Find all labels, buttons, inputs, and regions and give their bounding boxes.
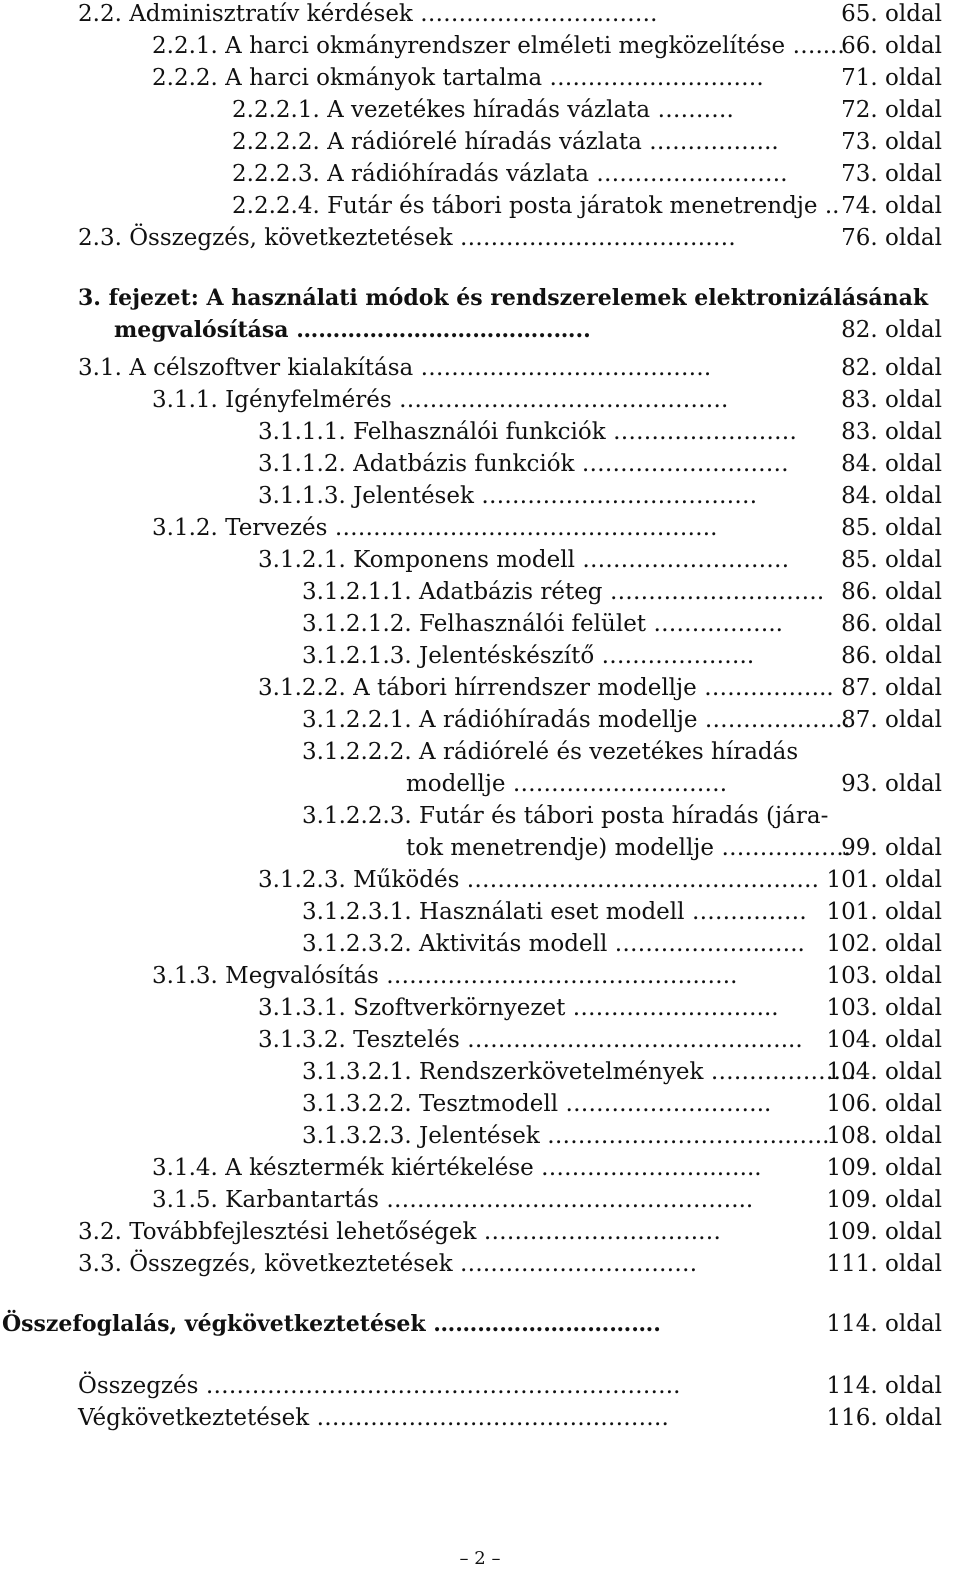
toc-entry-page: 87. oldal (841, 675, 942, 701)
toc-entry-label: 3.1.2. Tervezés ………………………………………….. (152, 515, 718, 541)
toc-entry-label: 3.1.2.2.2. A rádiórelé és vezetékes híradás (302, 739, 799, 765)
toc-entry-page: 73. oldal (841, 161, 942, 187)
toc-entry (0, 1402, 960, 1434)
toc-entry-label: 3.1.3.2.3. Jelentések …………………………..….. (302, 1123, 830, 1149)
toc-entry (0, 0, 960, 30)
toc-entry-label: 3.1.3. Megvalósítás …………………………………..….. (152, 963, 738, 989)
toc-entry-page: 104. oldal (826, 1027, 942, 1053)
toc-entry-label: 3.1.2.3. Működés ………………………………………. (258, 867, 819, 893)
toc-entry (0, 30, 960, 62)
toc-entry (0, 1088, 960, 1120)
toc-entry-page: 109. oldal (826, 1219, 942, 1245)
toc-entry-label: 3.1.3.2. Tesztelés ………………………………..…... (258, 1027, 803, 1053)
toc-entry-page: 114. oldal (826, 1311, 942, 1337)
toc-entry-page: 83. oldal (841, 387, 942, 413)
toc-entry-page: 99. oldal (841, 835, 942, 861)
toc-entry-page: 76. oldal (841, 225, 942, 251)
chapter-heading (0, 314, 960, 346)
toc-entry-label: 3.1.2.1.3. Jelentéskészítő ……………….. (302, 643, 755, 669)
toc-entry-label: 2.2. Adminisztratív kérdések …………………………. (78, 1, 658, 27)
toc-entry-label: 3.1.2.3.1. Használati eset modell …………… (302, 899, 807, 925)
toc-entry (0, 1216, 960, 1248)
toc-entry (0, 800, 960, 832)
toc-entry-page: 85. oldal (841, 515, 942, 541)
toc-entry-page: 84. oldal (841, 483, 942, 509)
toc-entry-label: 2.3. Összegzés, következtetések ……………………………… (78, 225, 736, 251)
toc-entry-label: 3.1.2.1.2. Felhasználói felület …………….. (302, 611, 783, 637)
toc-entry (0, 992, 960, 1024)
toc-entry-page: 66. oldal (841, 33, 942, 59)
toc-entry-page: 86. oldal (841, 611, 942, 637)
toc-entry-label: 3.1.1.1. Felhasználói funkciók …………………… (258, 419, 798, 445)
toc-entry-page: 106. oldal (826, 1091, 942, 1117)
toc-entry-label: 2.2.1. A harci okmányrendszer elméleti megközelítése ….... (152, 33, 845, 59)
toc-entry (0, 126, 960, 158)
toc-entry-page: 102. oldal (826, 931, 942, 957)
toc-entry-label: 3.1.3.1. Szoftverkörnyezet ……………………... (258, 995, 779, 1021)
toc-entry-page: 65. oldal (841, 1, 942, 27)
toc-entry-label: 3.3. Összegzés, következtetések ….……………………… (78, 1251, 698, 1277)
toc-entry-label: 2.2.2.4. Futár és tábori posta járatok menetrendje .. (232, 193, 840, 219)
toc-entry-page: 72. oldal (841, 97, 942, 123)
toc-entry (0, 512, 960, 544)
toc-entry-page: 109. oldal (826, 1155, 942, 1181)
toc-entry (0, 672, 960, 704)
toc-entry (0, 352, 960, 384)
toc-entry-label: 3.1.3.2.1. Rendszerkövetelmények ………………. (302, 1059, 857, 1085)
toc-entry-label: 3.1.2.1. Komponens modell ……………………… (258, 547, 790, 573)
toc-entry-page: 87. oldal (841, 707, 942, 733)
toc-entry (0, 1152, 960, 1184)
toc-entry-page: 93. oldal (841, 771, 942, 797)
toc-entry-label: 3.1.2.3.2. Aktivitás modell ………………..….. (302, 931, 805, 957)
toc-entry-page: 108. oldal (826, 1123, 942, 1149)
toc-entry-page: 86. oldal (841, 643, 942, 669)
toc-entry (0, 608, 960, 640)
toc-entry-label: 3.1.1. Igényfelmérés ……………………………………. (152, 387, 729, 413)
toc-entry (0, 1120, 960, 1152)
toc-entry-label: 3.1.2.2.1. A rádióhíradás modellje ………………. (302, 707, 851, 733)
chapter-heading (0, 282, 960, 314)
toc-entry-page: 103. oldal (826, 963, 942, 989)
toc-entry (0, 416, 960, 448)
toc-entry-label: 3.1.3.2.2. Tesztmodell ……………….…….. (302, 1091, 772, 1117)
toc-entry-label: tok menetrendje) modellje …………….. (406, 835, 851, 861)
toc-entry (0, 832, 960, 864)
toc-entry-label: 2.2.2.1. A vezetékes híradás vázlata ………. (232, 97, 734, 123)
toc-entry (0, 94, 960, 126)
toc-entry-page: 104. oldal (826, 1059, 942, 1085)
toc-entry (0, 640, 960, 672)
toc-entry (0, 1370, 960, 1402)
toc-entry-label: 3. fejezet: A használati módok és rendszerelemek elektronizálásának (78, 285, 929, 311)
toc-entry-page: 103. oldal (826, 995, 942, 1021)
toc-entry-page: 74. oldal (841, 193, 942, 219)
toc-entry (0, 896, 960, 928)
page-number: – 2 – (459, 1548, 501, 1569)
toc-entry-label: 3.1.4. A késztermék kiértékelése …………………..…... (152, 1155, 762, 1181)
toc-entry (0, 222, 960, 254)
toc-entry-label: 3.1.1.3. Jelentések ……………………………… (258, 483, 758, 509)
toc-entry (0, 384, 960, 416)
toc-entry (0, 768, 960, 800)
toc-entry-page: 71. oldal (841, 65, 942, 91)
toc-entry (0, 544, 960, 576)
toc-entry-page: 101. oldal (826, 899, 942, 925)
toc-entry-label: Végkövetkeztetések ………………………………………. (78, 1405, 669, 1431)
toc-entry-label: Összefoglalás, végkövetkeztetések …………………………. (2, 1311, 661, 1337)
toc-entry (0, 480, 960, 512)
toc-entry-page: 82. oldal (841, 317, 942, 343)
toc-entry-page: 73. oldal (841, 129, 942, 155)
toc-entry-label: 3.1.5. Karbantartás ………………………………………... (152, 1187, 754, 1213)
toc-entry (0, 1024, 960, 1056)
toc-entry-page: 84. oldal (841, 451, 942, 477)
toc-entry-page: 101. oldal (826, 867, 942, 893)
toc-entry-page: 116. oldal (826, 1405, 942, 1431)
toc-entry-page: 82. oldal (841, 355, 942, 381)
toc-entry (0, 928, 960, 960)
toc-entry (0, 448, 960, 480)
toc-entry-page: 85. oldal (841, 547, 942, 573)
toc-entry-label: 3.1.2.1.1. Adatbázis réteg ………………………. (302, 579, 825, 605)
toc-entry-page: 109. oldal (826, 1187, 942, 1213)
toc-entry-label: 2.2.2. A harci okmányok tartalma ………………………. (152, 65, 764, 91)
toc-entry (0, 576, 960, 608)
toc-entry-label: Összegzés …………………………………………………….. (78, 1373, 681, 1399)
toc-entry-label: megvalósítása ……………………………..….. (114, 317, 591, 343)
toc-entry-label: 2.2.2.3. A rádióhíradás vázlata ……………………. (232, 161, 788, 187)
toc-entry-label: modellje ………………………. (406, 771, 728, 797)
conclusion-heading (0, 1308, 960, 1340)
toc-entry (0, 1056, 960, 1088)
toc-entry-page: 114. oldal (826, 1373, 942, 1399)
toc-entry (0, 704, 960, 736)
toc-entry (0, 190, 960, 222)
toc-entry (0, 1184, 960, 1216)
toc-entry (0, 960, 960, 992)
toc-entry (0, 158, 960, 190)
toc-entry (0, 62, 960, 94)
toc-entry-label: 3.1.2.2. A tábori hírrendszer modellje …………….. (258, 675, 834, 701)
toc-entry (0, 864, 960, 896)
toc-entry-page: 83. oldal (841, 419, 942, 445)
toc-entry-page: 111. oldal (826, 1251, 942, 1277)
toc-entry-label: 2.2.2.2. A rádiórelé híradás vázlata …………….. (232, 129, 779, 155)
toc-entry-label: 3.1. A célszoftver kialakítása ……….………………………. (78, 355, 712, 381)
toc-entry-label: 3.1.2.2.3. Futár és tábori posta híradás (jára- (302, 803, 829, 829)
toc-entry (0, 1248, 960, 1280)
toc-entry-page: 86. oldal (841, 579, 942, 605)
toc-entry-label: 3.1.1.2. Adatbázis funkciók ……………………… (258, 451, 789, 477)
toc-entry-label: 3.2. Továbbfejlesztési lehetőségek ……………………….… (78, 1219, 722, 1245)
toc-entry (0, 736, 960, 768)
